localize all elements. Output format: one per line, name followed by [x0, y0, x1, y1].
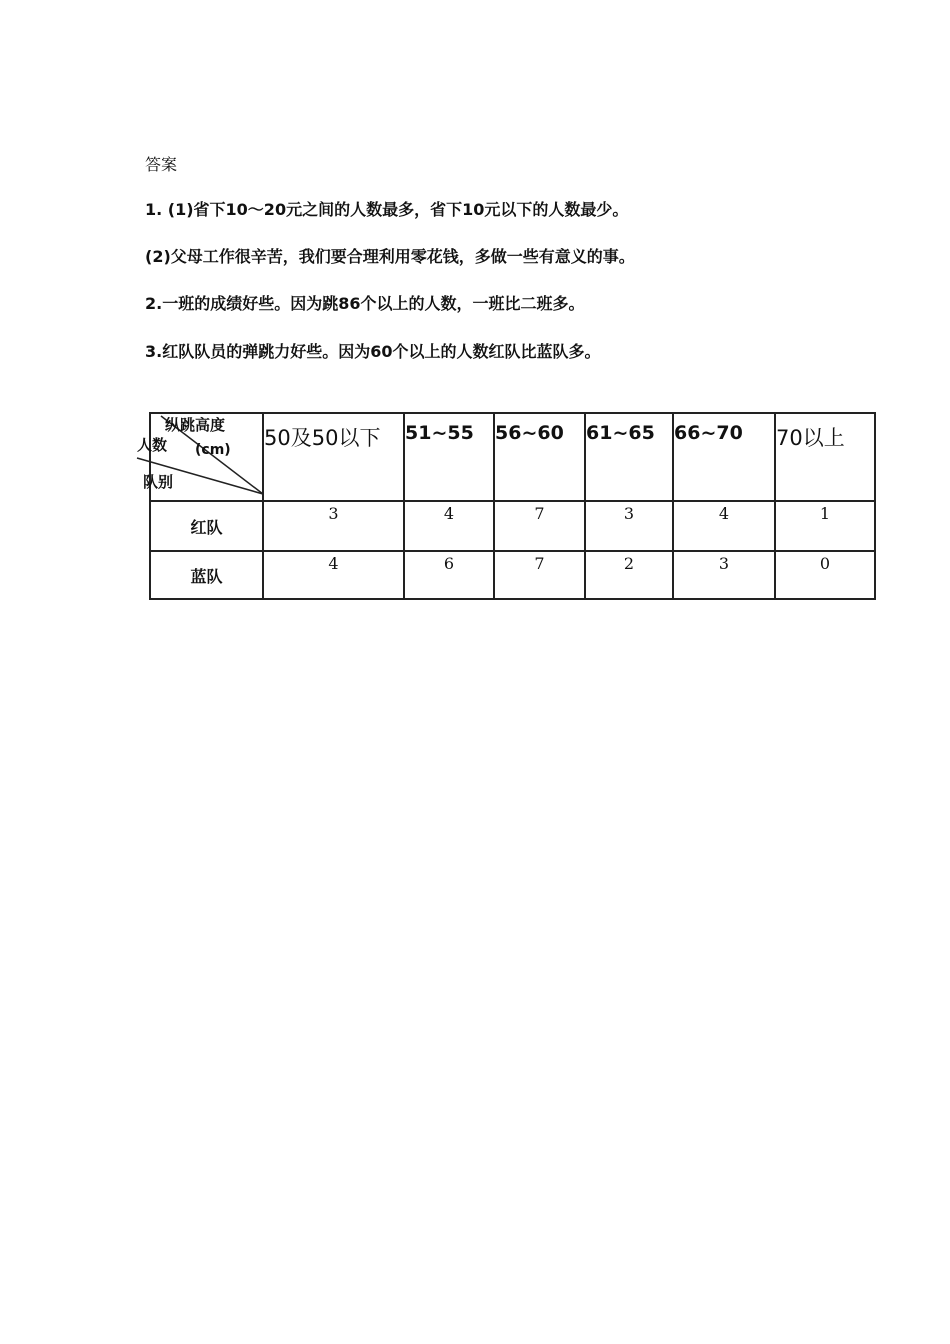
- table-cell: 3: [585, 501, 673, 551]
- row-label-blue-team: 蓝队: [150, 551, 263, 599]
- table-cell: 6: [404, 551, 494, 599]
- table-cell: 7: [494, 551, 585, 599]
- column-header: 66~70: [673, 413, 775, 501]
- answer-1-part-1: 1. (1)省下10～20元之间的人数最多，省下10元以下的人数最少。: [145, 200, 629, 219]
- corner-label-height: 纵跳高度: [165, 416, 226, 434]
- table-cell: 4: [404, 501, 494, 551]
- column-header: 70以上: [775, 413, 875, 501]
- row-label-red-team: 红队: [150, 501, 263, 551]
- table-header-row: [150, 413, 875, 501]
- table-cell: 4: [673, 501, 775, 551]
- table-cell: 3: [673, 551, 775, 599]
- table-corner-cell: [137, 413, 263, 501]
- table-cell: 2: [585, 551, 673, 599]
- answer-3: 3.红队队员的弹跳力好些。因为60个以上的人数红队比蓝队多。: [145, 342, 601, 361]
- table-cell: 4: [263, 551, 404, 599]
- table-cell: 7: [494, 501, 585, 551]
- corner-label-team: 队别: [143, 473, 174, 491]
- table-cell: 1: [775, 501, 875, 551]
- corner-label-count: 人数: [137, 436, 168, 454]
- column-header: 50及50以下: [263, 413, 404, 501]
- table-cell: 3: [263, 501, 404, 551]
- column-header: 56~60: [494, 413, 585, 501]
- table-row: [150, 501, 875, 551]
- column-header: 61~65: [585, 413, 673, 501]
- column-header: 51~55: [404, 413, 494, 501]
- table-row: [150, 551, 875, 599]
- table-cell: 0: [775, 551, 875, 599]
- answer-2: 2.一班的成绩好些。因为跳86个以上的人数，一班比二班多。: [145, 294, 585, 313]
- jump-height-table: [137, 412, 876, 600]
- corner-label-unit: (cm): [195, 442, 231, 458]
- answer-1-part-2: (2)父母工作很辛苦，我们要合理利用零花钱，多做一些有意义的事。: [145, 247, 635, 266]
- answer-heading: 答案: [145, 155, 178, 174]
